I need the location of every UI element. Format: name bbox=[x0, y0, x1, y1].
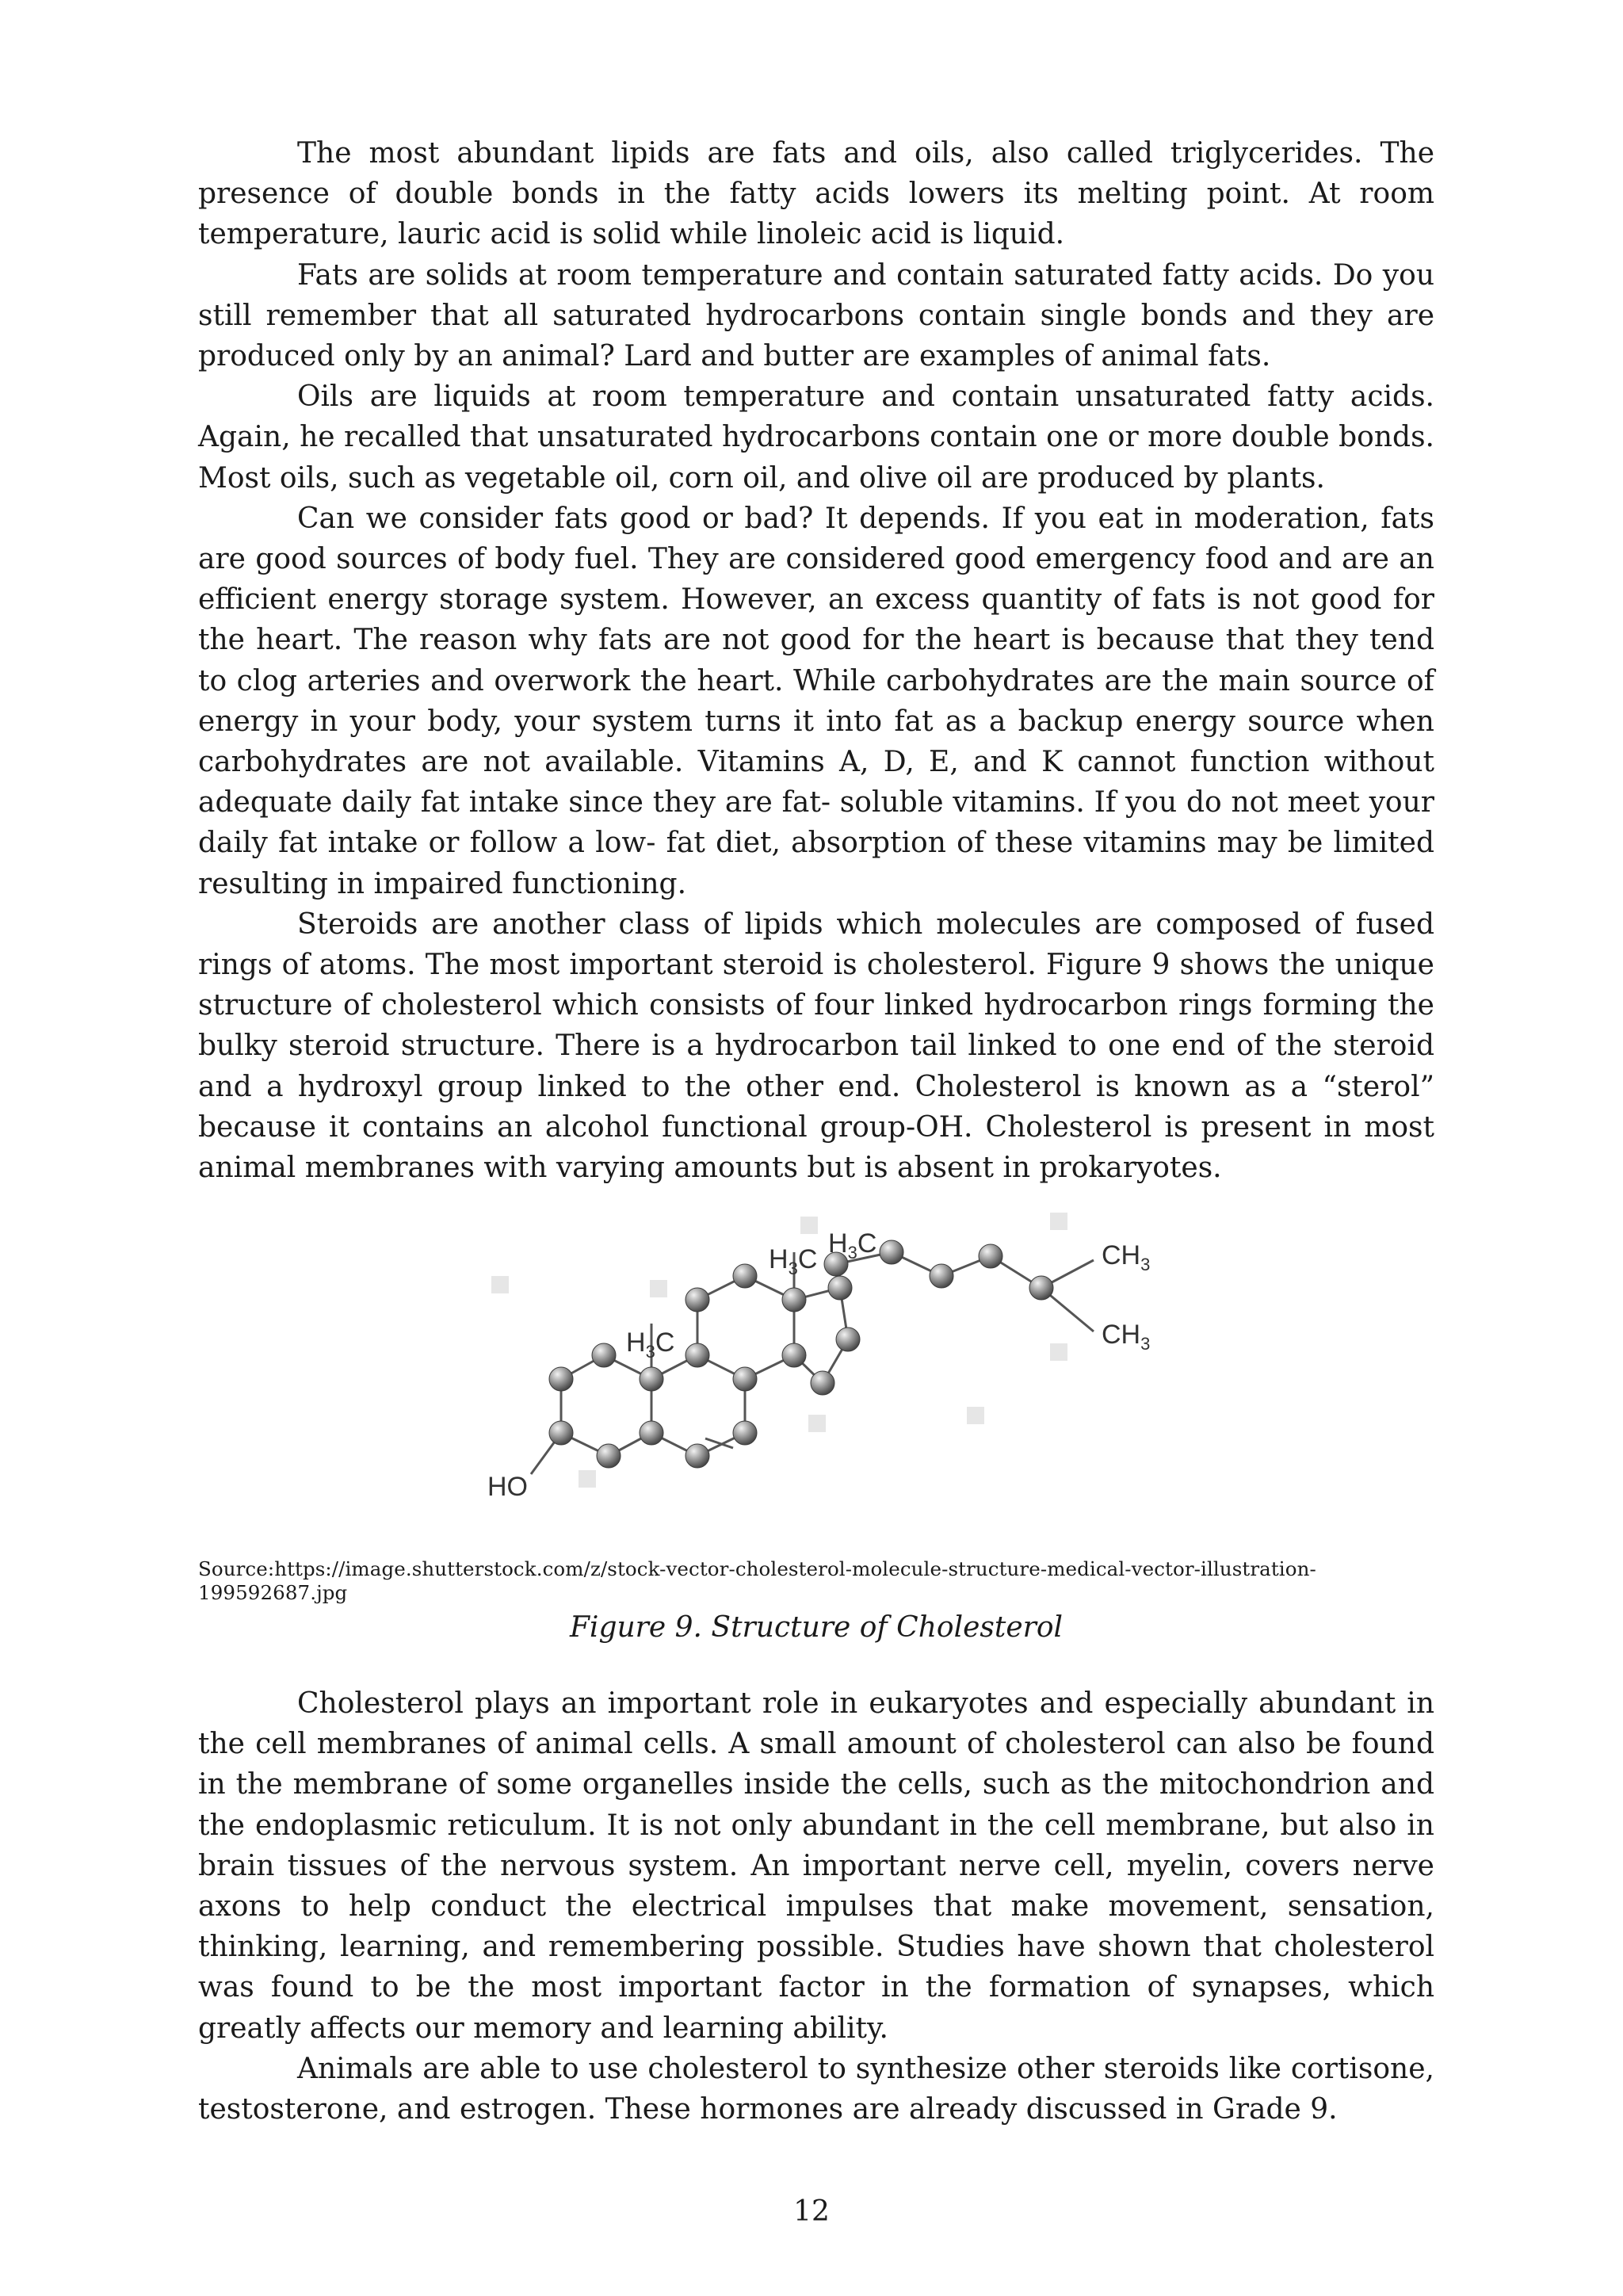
carbon-atom-7 bbox=[733, 1367, 757, 1391]
cholesterol-molecule-diagram bbox=[468, 1201, 1181, 1534]
carbon-atom-2 bbox=[640, 1367, 663, 1391]
carbon-atom-12 bbox=[782, 1288, 806, 1312]
paragraph-cholesterol-role: Cholesterol plays an important role in eukaryotes and especially abundant in the cell membranes of animal cells. A small amount of cholesterol can also be found in the membrane of some organelles inside the cells, such as the mitochondrion and the endoplasmic reticulum. It is not only abundant in the cell membrane, but also in brain tissues of the nervous system. An important nerve cell, myelin, covers nerve axons to help conduct the electrical impulses that make movement, sensation, thinking, learning, and remembering possible. Studies have shown that cholesterol was found to be the most important factor in the formation of synapses, which greatly affects our memory and learning ability. bbox=[198, 1687, 1434, 2045]
methyl-label-mid-1: $H_3C$ bbox=[769, 1244, 818, 1278]
paragraph-triglycerides: The most abundant lipids are fats and oils, also called triglycerides. The presence of double bonds in the fatty acids lowers its melting point. At room temperature, lauric acid is solid while linoleic acid is liquid. bbox=[198, 137, 1434, 251]
carbon-atom-14 bbox=[828, 1276, 852, 1300]
paragraph-fats-good-or-bad: Can we consider fats good or bad? It depends. If you eat in moderation, fats are good sources of body fuel. They are considered good emergency food and are an efficient energy storage system. However, an excess quantity of fats is not good for the heart. The reason why fats are not good for the heart is because that they tend to clog arteries and overwork the heart. While carbohydrates are the main source of energy in your body, your system turns it into fat as a backup energy source when carbohydrates are not available. Vitamins A, D, E, and K cannot function without adequate daily fat intake since they are fat- soluble vitamins. If you do not meet your daily fat intake or follow a low- fat diet, absorption of these vitamins may be limited resulting in impaired functioning. bbox=[198, 502, 1434, 900]
carbon-atom-8 bbox=[733, 1421, 757, 1445]
carbon-atom-11 bbox=[733, 1264, 757, 1288]
hydroxyl-label: HO bbox=[487, 1472, 528, 1502]
carbon-atom-19 bbox=[930, 1264, 953, 1288]
carbon-atom-20 bbox=[979, 1244, 1002, 1268]
ch3-label-bottom: $CH_3$ bbox=[1102, 1320, 1151, 1354]
carbon-atom-10 bbox=[685, 1288, 709, 1312]
paragraph-fats: Fats are solids at room temperature and contain saturated fatty acids. Do you still remember that all saturated hydrocarbons contain single bonds and they are produced only by an animal? Lard and butter are examples of animal fats. bbox=[198, 258, 1434, 373]
paragraph-oils: Oils are liquids at room temperature and contain unsaturated fatty acids. Again, he recalled that unsaturated hydrocarbons contain one or more double bonds. Most oils, such as vegetable oil, corn oil, and olive oil are produced by plants. bbox=[198, 380, 1434, 495]
cholesterol-structure-figure bbox=[468, 1201, 1181, 1534]
methyl-label-mid-2: $H_3C$ bbox=[828, 1228, 877, 1263]
carbon-atom-18 bbox=[880, 1240, 903, 1264]
paragraph-steroid-synthesis: Animals are able to use cholesterol to synthesize other steroids like cortisone, testosterone, and estrogen. These hormones are already discussed in Grade 9. bbox=[198, 2052, 1434, 2126]
carbon-atom-21 bbox=[1029, 1276, 1053, 1300]
figure-caption: Figure 9. Structure of Cholesterol bbox=[569, 1611, 1064, 1644]
molecule-bonds bbox=[531, 1252, 1094, 1474]
body-text-top bbox=[198, 133, 1434, 1188]
page-number: 12 bbox=[793, 2195, 830, 2228]
carbon-atom-6 bbox=[685, 1343, 709, 1367]
carbon-atom-5 bbox=[549, 1421, 573, 1445]
methyl-label-left: $H_3C$ bbox=[626, 1328, 675, 1362]
carbon-atom-4 bbox=[597, 1444, 621, 1468]
carbon-atom-13 bbox=[782, 1343, 806, 1367]
body-text-bottom bbox=[198, 1683, 1434, 2130]
carbon-atom-0 bbox=[549, 1367, 573, 1391]
carbon-atom-15 bbox=[836, 1328, 860, 1351]
carbon-atom-3 bbox=[640, 1421, 663, 1445]
carbon-atom-16 bbox=[811, 1371, 834, 1395]
ch3-label-top: $CH_3$ bbox=[1102, 1240, 1151, 1274]
carbon-atom-9 bbox=[685, 1444, 709, 1468]
paragraph-steroids: Steroids are another class of lipids which molecules are composed of fused rings of atoms. The most important steroid is cholesterol. Figure 9 shows the unique structure of cholesterol which consists of four linked hydrocarbon rings forming the bulky steroid structure. There is a hydrocarbon tail linked to one end of the steroid and a hydroxyl group linked to the other end. Cholesterol is known as a “sterol” because it contains an alcohol functional group-OH. Cholesterol is present in most animal membranes with varying amounts but is absent in prokaryotes. bbox=[198, 907, 1434, 1185]
carbon-atom-1 bbox=[592, 1343, 616, 1367]
figure-source: Source:https://image.shutterstock.com/z/stock-vector-cholesterol-molecule-structure-medical-vector-illustration-199592687.jpg bbox=[198, 1557, 1316, 1604]
molecule-atoms bbox=[549, 1240, 1053, 1468]
